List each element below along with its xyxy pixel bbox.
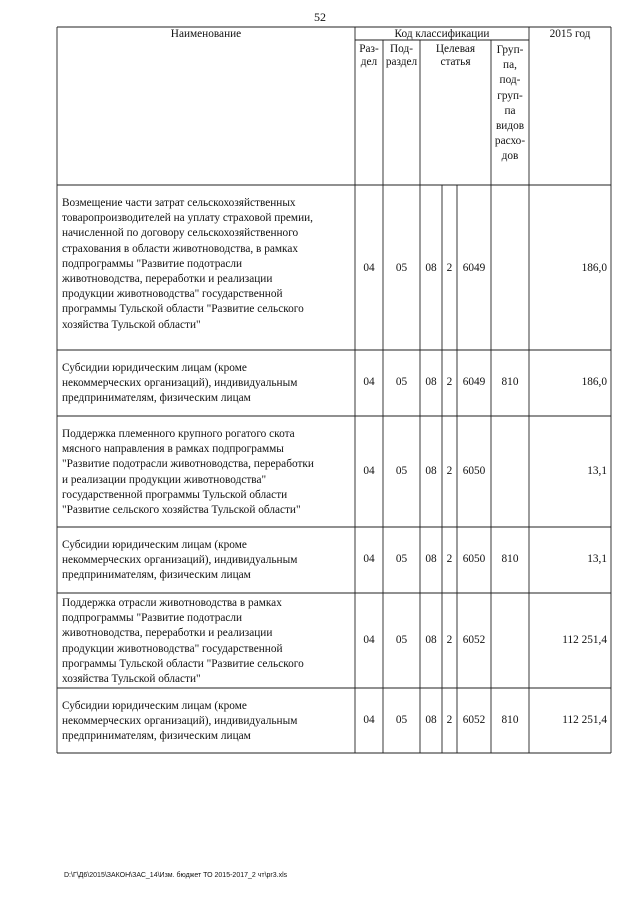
- cell-target-1: 08: [425, 376, 437, 388]
- cell-target-3: 6050: [462, 465, 486, 477]
- cell-group: 810: [501, 376, 519, 388]
- cell-amount: 13,1: [587, 465, 607, 477]
- table-row-name: Субсидии юридическим лицам (кроме некоммерческих организаций), индивидуальным предпринимателям, физическим лицам: [62, 539, 298, 582]
- cell-amount: 13,1: [587, 553, 607, 565]
- cell-target-1: 08: [425, 714, 437, 726]
- cell-subsection: 05: [395, 262, 408, 274]
- cell-amount: 112 251,4: [562, 714, 607, 726]
- table-row-name: Субсидии юридическим лицам (кроме некоммерческих организаций), индивидуальным предпринимателям, физическим лицам: [62, 362, 298, 405]
- cell-section: 04: [363, 634, 375, 646]
- cell-target-1: 08: [425, 465, 437, 477]
- cell-target-1: 08: [425, 553, 437, 565]
- cell-group: 810: [501, 553, 519, 565]
- cell-subsection: 05: [395, 376, 408, 388]
- cell-subsection: 05: [395, 714, 408, 726]
- cell-target-3: 6052: [462, 714, 486, 726]
- cell-group: 810: [501, 714, 519, 726]
- cell-target-2: 2: [446, 634, 453, 646]
- header-year: 2015 год: [549, 28, 591, 40]
- cell-target-2: 2: [446, 714, 453, 726]
- cell-amount: 186,0: [581, 262, 607, 274]
- cell-section: 04: [363, 376, 375, 388]
- page-number: 52: [314, 10, 326, 24]
- header-group: Груп- па, под- груп- па видов расхо- дов: [494, 44, 526, 163]
- cell-section: 04: [363, 262, 375, 274]
- cell-subsection: 05: [395, 553, 408, 565]
- cell-target-3: 6049: [462, 376, 486, 388]
- header-section: Раз- дел: [359, 43, 379, 69]
- cell-target-2: 2: [446, 553, 453, 565]
- cell-target-1: 08: [425, 262, 437, 274]
- cell-subsection: 05: [395, 634, 408, 646]
- header-target: Целевая статья: [435, 43, 476, 69]
- cell-target-3: 6049: [462, 262, 486, 274]
- file-path-footer: D:\Г\Д6\2015\ЗАКОН\ЗАС_14\Изм. бюджет ТО 2015-2017_2 чт\pr3.xls: [64, 872, 288, 879]
- table-row-name: Возмещение части затрат сельскохозяйственных товаропроизводителей на уплату страховой премии, начисленной по договору сельскохозяйственного страхования в области животноводства, в рамках подпрограммы "Развитие подотрасли животноводства, переработки и реализации продукции животноводства" государственной программы Тульской области "Развитие сельского хозяйства Тульской области": [62, 197, 313, 331]
- table-row-name: Поддержка племенного крупного рогатого скота мясного направления в рамках подпрограммы "Развитие подотрасли животноводства, переработки и реализации продукции животноводства" государственной программы Тульской области "Развитие сельского хозяйства Тульской области": [62, 428, 314, 517]
- cell-target-3: 6052: [462, 634, 486, 646]
- table-row-name: Поддержка отрасли животноводства в рамках подпрограммы "Развитие подотрасли животноводства, переработки и реализации продукции животноводства" государственной программы Тульской области "Развитие сельского хозяйства Тульской области": [62, 597, 304, 686]
- cell-section: 04: [363, 465, 375, 477]
- cell-subsection: 05: [395, 465, 408, 477]
- cell-target-1: 08: [425, 634, 437, 646]
- cell-target-2: 2: [446, 262, 453, 274]
- cell-target-2: 2: [446, 465, 453, 477]
- header-name: Наименование: [170, 28, 242, 40]
- table-row-name: Субсидии юридическим лицам (кроме некоммерческих организаций), индивидуальным предпринимателям, физическим лицам: [62, 700, 298, 743]
- cell-amount: 186,0: [581, 376, 607, 388]
- cell-section: 04: [363, 714, 375, 726]
- cell-target-3: 6050: [462, 553, 486, 565]
- cell-amount: 112 251,4: [562, 634, 607, 646]
- header-subsection: Под- раздел: [385, 43, 418, 69]
- header-code: Код классификации: [394, 28, 490, 40]
- cell-target-2: 2: [446, 376, 453, 388]
- cell-section: 04: [363, 553, 375, 565]
